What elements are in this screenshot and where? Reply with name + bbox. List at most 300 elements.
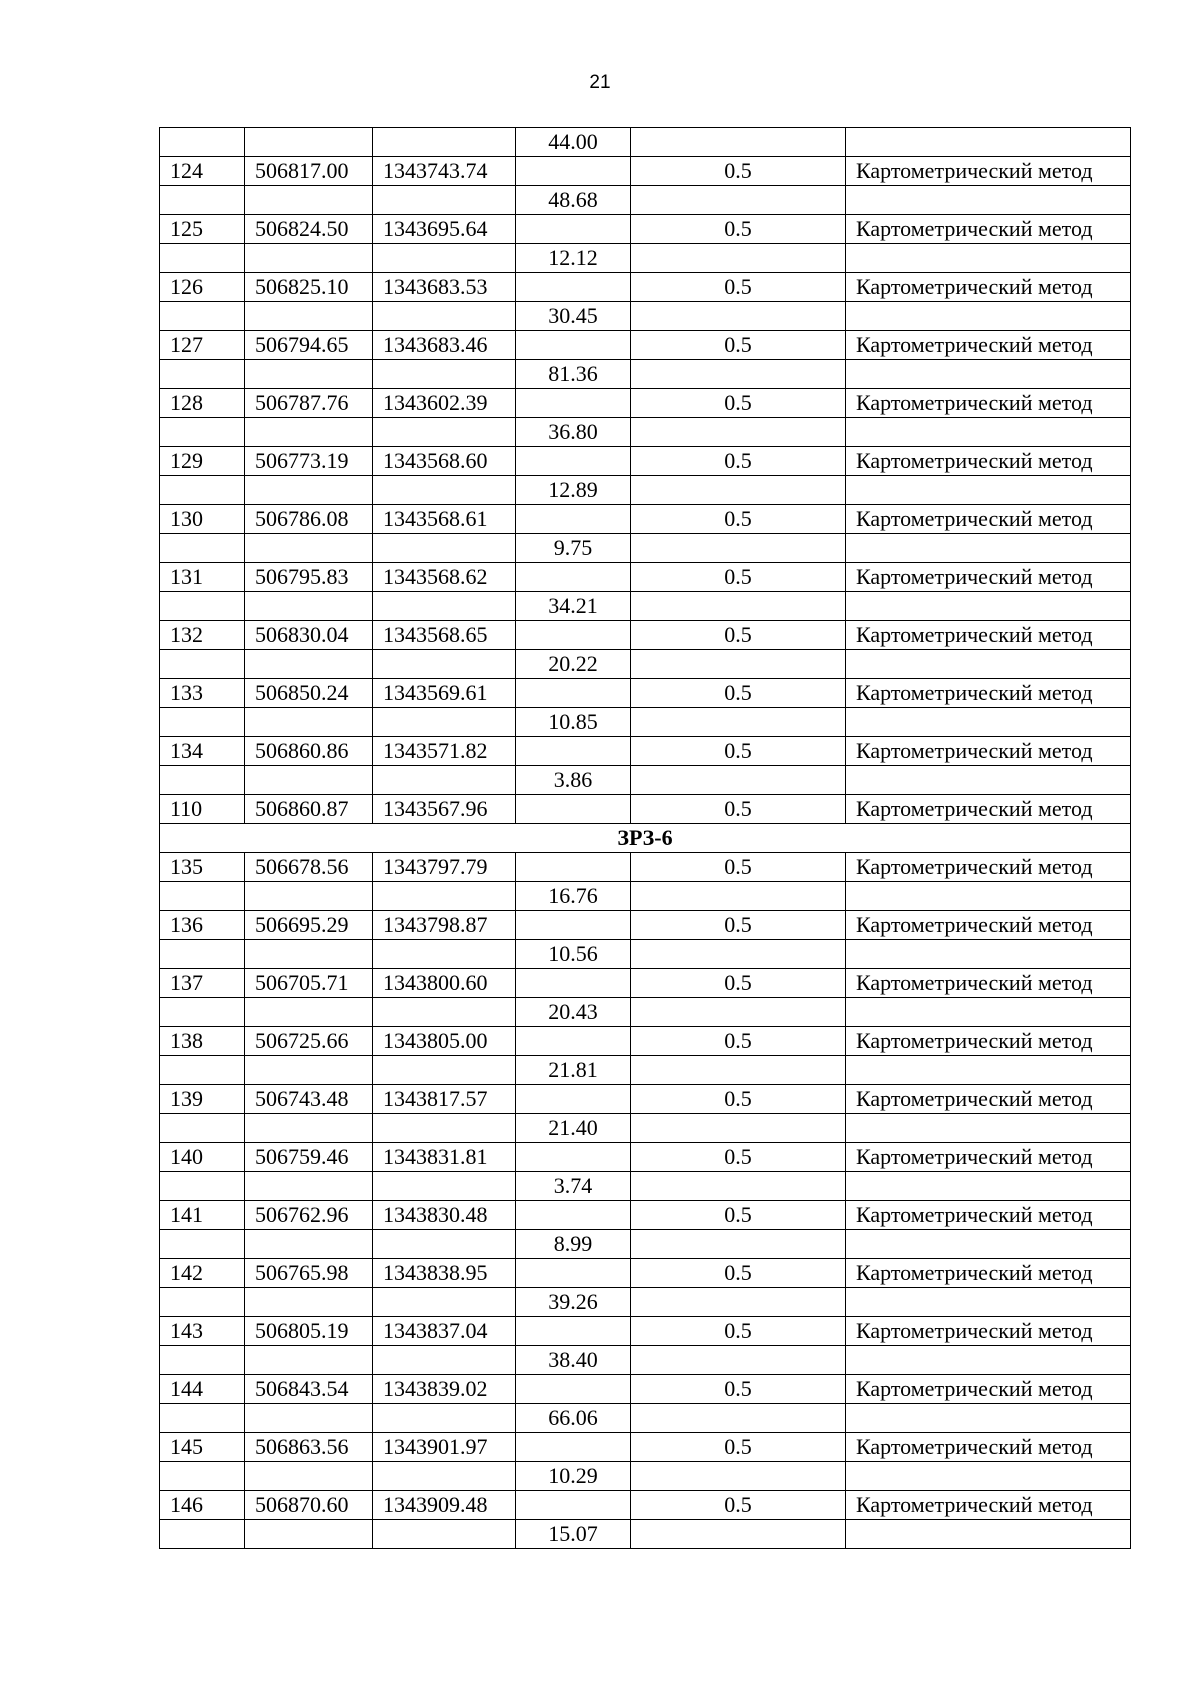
precision-cell — [631, 882, 846, 911]
method-cell — [846, 1288, 1131, 1317]
method-cell: Картометрический метод — [846, 737, 1131, 766]
method-cell — [846, 244, 1131, 273]
table-row-point — [160, 795, 1131, 824]
method-cell: Картометрический метод — [846, 157, 1131, 186]
method-cell — [846, 418, 1131, 447]
precision-cell: 0.5 — [631, 1085, 846, 1114]
precision-cell: 0.5 — [631, 1491, 846, 1520]
precision-cell — [631, 476, 846, 505]
section-header-row — [160, 824, 1131, 853]
y-coordinate-cell: 1343567.96 — [373, 795, 516, 824]
y-coordinate-cell: 1343602.39 — [373, 389, 516, 418]
point-number-cell: 132 — [160, 621, 245, 650]
table-row-point — [160, 911, 1131, 940]
precision-cell: 0.5 — [631, 389, 846, 418]
method-cell: Картометрический метод — [846, 679, 1131, 708]
point-number-cell — [160, 1172, 245, 1201]
point-number-cell — [160, 1288, 245, 1317]
distance-cell — [516, 1085, 631, 1114]
distance-cell: 48.68 — [516, 186, 631, 215]
distance-cell: 81.36 — [516, 360, 631, 389]
method-cell: Картометрический метод — [846, 215, 1131, 244]
x-coordinate-cell: 506794.65 — [245, 331, 373, 360]
point-number-cell — [160, 708, 245, 737]
distance-cell — [516, 215, 631, 244]
table-row-distance — [160, 302, 1131, 331]
point-number-cell — [160, 1230, 245, 1259]
precision-cell — [631, 1114, 846, 1143]
precision-cell — [631, 1056, 846, 1085]
y-coordinate-cell — [373, 766, 516, 795]
precision-cell — [631, 998, 846, 1027]
precision-cell: 0.5 — [631, 331, 846, 360]
table-row-point — [160, 1317, 1131, 1346]
y-coordinate-cell: 1343571.82 — [373, 737, 516, 766]
distance-cell: 12.12 — [516, 244, 631, 273]
distance-cell — [516, 1259, 631, 1288]
distance-cell: 34.21 — [516, 592, 631, 621]
point-number-cell — [160, 766, 245, 795]
y-coordinate-cell: 1343568.65 — [373, 621, 516, 650]
y-coordinate-cell — [373, 708, 516, 737]
y-coordinate-cell: 1343798.87 — [373, 911, 516, 940]
x-coordinate-cell: 506824.50 — [245, 215, 373, 244]
y-coordinate-cell: 1343831.81 — [373, 1143, 516, 1172]
x-coordinate-cell — [245, 766, 373, 795]
point-number-cell: 129 — [160, 447, 245, 476]
table-row-distance — [160, 882, 1131, 911]
point-number-cell — [160, 940, 245, 969]
distance-cell — [516, 1491, 631, 1520]
distance-cell — [516, 389, 631, 418]
distance-cell: 66.06 — [516, 1404, 631, 1433]
method-cell — [846, 1114, 1131, 1143]
y-coordinate-cell — [373, 998, 516, 1027]
method-cell: Картометрический метод — [846, 1433, 1131, 1462]
table-row-point — [160, 1375, 1131, 1404]
table-row-distance — [160, 244, 1131, 273]
method-cell — [846, 1172, 1131, 1201]
point-number-cell — [160, 882, 245, 911]
y-coordinate-cell — [373, 1346, 516, 1375]
x-coordinate-cell: 506805.19 — [245, 1317, 373, 1346]
distance-cell — [516, 447, 631, 476]
method-cell — [846, 360, 1131, 389]
point-number-cell — [160, 1114, 245, 1143]
table-row-point — [160, 215, 1131, 244]
point-number-cell: 125 — [160, 215, 245, 244]
y-coordinate-cell: 1343805.00 — [373, 1027, 516, 1056]
distance-cell — [516, 563, 631, 592]
x-coordinate-cell — [245, 128, 373, 157]
point-number-cell — [160, 650, 245, 679]
table-row-point — [160, 969, 1131, 998]
point-number-cell: 136 — [160, 911, 245, 940]
distance-cell: 30.45 — [516, 302, 631, 331]
point-number-cell — [160, 186, 245, 215]
point-number-cell — [160, 534, 245, 563]
y-coordinate-cell — [373, 360, 516, 389]
x-coordinate-cell — [245, 1114, 373, 1143]
table-row-point — [160, 563, 1131, 592]
distance-cell — [516, 621, 631, 650]
point-number-cell: 131 — [160, 563, 245, 592]
precision-cell — [631, 592, 846, 621]
method-cell — [846, 1346, 1131, 1375]
table-row-point — [160, 389, 1131, 418]
distance-cell: 21.40 — [516, 1114, 631, 1143]
x-coordinate-cell: 506817.00 — [245, 157, 373, 186]
method-cell: Картометрический метод — [846, 389, 1131, 418]
x-coordinate-cell — [245, 1056, 373, 1085]
y-coordinate-cell — [373, 476, 516, 505]
section-title: ЗРЗ-6 — [160, 824, 1131, 853]
method-cell — [846, 650, 1131, 679]
table-row-distance — [160, 1520, 1131, 1549]
method-cell — [846, 998, 1131, 1027]
precision-cell — [631, 1404, 846, 1433]
distance-cell: 8.99 — [516, 1230, 631, 1259]
y-coordinate-cell: 1343569.61 — [373, 679, 516, 708]
point-number-cell: 142 — [160, 1259, 245, 1288]
x-coordinate-cell: 506762.96 — [245, 1201, 373, 1230]
y-coordinate-cell: 1343695.64 — [373, 215, 516, 244]
method-cell: Картометрический метод — [846, 1027, 1131, 1056]
method-cell: Картометрический метод — [846, 273, 1131, 302]
x-coordinate-cell: 506786.08 — [245, 505, 373, 534]
y-coordinate-cell — [373, 244, 516, 273]
point-number-cell: 138 — [160, 1027, 245, 1056]
y-coordinate-cell — [373, 592, 516, 621]
point-number-cell: 124 — [160, 157, 245, 186]
y-coordinate-cell — [373, 418, 516, 447]
precision-cell — [631, 360, 846, 389]
x-coordinate-cell — [245, 186, 373, 215]
method-cell: Картометрический метод — [846, 621, 1131, 650]
precision-cell — [631, 244, 846, 273]
point-number-cell — [160, 476, 245, 505]
point-number-cell: 127 — [160, 331, 245, 360]
method-cell: Картометрический метод — [846, 1201, 1131, 1230]
point-number-cell: 110 — [160, 795, 245, 824]
distance-cell — [516, 1375, 631, 1404]
precision-cell — [631, 1172, 846, 1201]
point-number-cell — [160, 1056, 245, 1085]
x-coordinate-cell — [245, 650, 373, 679]
distance-cell — [516, 1027, 631, 1056]
table-row-distance — [160, 1346, 1131, 1375]
table-row-distance — [160, 1114, 1131, 1143]
y-coordinate-cell — [373, 186, 516, 215]
point-number-cell: 134 — [160, 737, 245, 766]
x-coordinate-cell — [245, 592, 373, 621]
page-number: 21 — [589, 72, 611, 93]
distance-cell — [516, 795, 631, 824]
precision-cell — [631, 708, 846, 737]
table-row-distance — [160, 360, 1131, 389]
table-row-point — [160, 853, 1131, 882]
method-cell: Картометрический метод — [846, 1085, 1131, 1114]
table-row-distance — [160, 708, 1131, 737]
x-coordinate-cell: 506850.24 — [245, 679, 373, 708]
distance-cell: 16.76 — [516, 882, 631, 911]
y-coordinate-cell: 1343743.74 — [373, 157, 516, 186]
precision-cell: 0.5 — [631, 273, 846, 302]
method-cell — [846, 186, 1131, 215]
distance-cell: 20.43 — [516, 998, 631, 1027]
point-number-cell — [160, 1404, 245, 1433]
distance-cell — [516, 157, 631, 186]
distance-cell — [516, 1143, 631, 1172]
precision-cell — [631, 186, 846, 215]
method-cell — [846, 534, 1131, 563]
x-coordinate-cell — [245, 882, 373, 911]
y-coordinate-cell: 1343568.60 — [373, 447, 516, 476]
table-row-distance — [160, 128, 1131, 157]
method-cell: Картометрический метод — [846, 911, 1131, 940]
distance-cell — [516, 1433, 631, 1462]
x-coordinate-cell — [245, 244, 373, 273]
x-coordinate-cell: 506830.04 — [245, 621, 373, 650]
point-number-cell: 141 — [160, 1201, 245, 1230]
table-row-distance — [160, 998, 1131, 1027]
distance-cell: 3.86 — [516, 766, 631, 795]
table-row-distance — [160, 650, 1131, 679]
method-cell — [846, 476, 1131, 505]
precision-cell: 0.5 — [631, 795, 846, 824]
y-coordinate-cell — [373, 534, 516, 563]
method-cell — [846, 302, 1131, 331]
precision-cell — [631, 1520, 846, 1549]
x-coordinate-cell: 506773.19 — [245, 447, 373, 476]
x-coordinate-cell: 506765.98 — [245, 1259, 373, 1288]
precision-cell: 0.5 — [631, 215, 846, 244]
x-coordinate-cell: 506795.83 — [245, 563, 373, 592]
method-cell — [846, 128, 1131, 157]
table-row-distance — [160, 186, 1131, 215]
precision-cell: 0.5 — [631, 1259, 846, 1288]
method-cell: Картометрический метод — [846, 1375, 1131, 1404]
y-coordinate-cell — [373, 128, 516, 157]
point-number-cell: 128 — [160, 389, 245, 418]
precision-cell — [631, 1230, 846, 1259]
precision-cell — [631, 128, 846, 157]
distance-cell: 3.74 — [516, 1172, 631, 1201]
point-number-cell: 144 — [160, 1375, 245, 1404]
x-coordinate-cell: 506843.54 — [245, 1375, 373, 1404]
method-cell — [846, 940, 1131, 969]
distance-cell — [516, 273, 631, 302]
x-coordinate-cell — [245, 1172, 373, 1201]
table-row-distance — [160, 534, 1131, 563]
precision-cell: 0.5 — [631, 1375, 846, 1404]
distance-cell — [516, 911, 631, 940]
x-coordinate-cell — [245, 1520, 373, 1549]
x-coordinate-cell: 506725.66 — [245, 1027, 373, 1056]
point-number-cell — [160, 418, 245, 447]
precision-cell — [631, 418, 846, 447]
y-coordinate-cell: 1343817.57 — [373, 1085, 516, 1114]
table-row-point — [160, 679, 1131, 708]
distance-cell — [516, 505, 631, 534]
precision-cell: 0.5 — [631, 1433, 846, 1462]
distance-cell — [516, 679, 631, 708]
x-coordinate-cell: 506863.56 — [245, 1433, 373, 1462]
precision-cell: 0.5 — [631, 1143, 846, 1172]
y-coordinate-cell — [373, 1172, 516, 1201]
distance-cell: 9.75 — [516, 534, 631, 563]
point-number-cell: 145 — [160, 1433, 245, 1462]
point-number-cell: 140 — [160, 1143, 245, 1172]
method-cell — [846, 766, 1131, 795]
y-coordinate-cell: 1343901.97 — [373, 1433, 516, 1462]
method-cell — [846, 1230, 1131, 1259]
x-coordinate-cell: 506743.48 — [245, 1085, 373, 1114]
x-coordinate-cell — [245, 534, 373, 563]
x-coordinate-cell: 506860.87 — [245, 795, 373, 824]
point-number-cell — [160, 592, 245, 621]
table-row-point — [160, 331, 1131, 360]
precision-cell — [631, 302, 846, 331]
distance-cell — [516, 1317, 631, 1346]
precision-cell — [631, 1462, 846, 1491]
point-number-cell — [160, 244, 245, 273]
precision-cell: 0.5 — [631, 911, 846, 940]
method-cell: Картометрический метод — [846, 331, 1131, 360]
y-coordinate-cell: 1343839.02 — [373, 1375, 516, 1404]
point-number-cell — [160, 302, 245, 331]
table-row-distance — [160, 1056, 1131, 1085]
method-cell — [846, 1462, 1131, 1491]
y-coordinate-cell — [373, 940, 516, 969]
x-coordinate-cell — [245, 476, 373, 505]
y-coordinate-cell: 1343837.04 — [373, 1317, 516, 1346]
y-coordinate-cell — [373, 1520, 516, 1549]
x-coordinate-cell — [245, 1230, 373, 1259]
y-coordinate-cell — [373, 1288, 516, 1317]
table-row-point — [160, 447, 1131, 476]
x-coordinate-cell — [245, 1462, 373, 1491]
table-row-distance — [160, 1462, 1131, 1491]
point-number-cell — [160, 360, 245, 389]
y-coordinate-cell — [373, 1114, 516, 1143]
y-coordinate-cell: 1343830.48 — [373, 1201, 516, 1230]
distance-cell: 15.07 — [516, 1520, 631, 1549]
method-cell: Картометрический метод — [846, 1259, 1131, 1288]
table-row-point — [160, 1201, 1131, 1230]
y-coordinate-cell: 1343568.62 — [373, 563, 516, 592]
y-coordinate-cell — [373, 1404, 516, 1433]
point-number-cell: 126 — [160, 273, 245, 302]
table-row-point — [160, 1433, 1131, 1462]
table-row-distance — [160, 476, 1131, 505]
precision-cell: 0.5 — [631, 447, 846, 476]
distance-cell: 38.40 — [516, 1346, 631, 1375]
method-cell: Картометрический метод — [846, 563, 1131, 592]
precision-cell: 0.5 — [631, 1201, 846, 1230]
x-coordinate-cell: 506759.46 — [245, 1143, 373, 1172]
point-number-cell — [160, 128, 245, 157]
x-coordinate-cell — [245, 998, 373, 1027]
method-cell — [846, 1056, 1131, 1085]
x-coordinate-cell — [245, 1404, 373, 1433]
coordinates-table — [159, 127, 1131, 1549]
point-number-cell: 139 — [160, 1085, 245, 1114]
x-coordinate-cell: 506705.71 — [245, 969, 373, 998]
precision-cell — [631, 1346, 846, 1375]
point-number-cell: 133 — [160, 679, 245, 708]
distance-cell: 21.81 — [516, 1056, 631, 1085]
table-row-point — [160, 621, 1131, 650]
precision-cell: 0.5 — [631, 969, 846, 998]
precision-cell: 0.5 — [631, 621, 846, 650]
method-cell: Картометрический метод — [846, 969, 1131, 998]
precision-cell: 0.5 — [631, 853, 846, 882]
precision-cell: 0.5 — [631, 737, 846, 766]
method-cell — [846, 708, 1131, 737]
x-coordinate-cell: 506860.86 — [245, 737, 373, 766]
point-number-cell: 135 — [160, 853, 245, 882]
precision-cell — [631, 650, 846, 679]
distance-cell — [516, 737, 631, 766]
distance-cell — [516, 853, 631, 882]
distance-cell: 10.56 — [516, 940, 631, 969]
precision-cell — [631, 1288, 846, 1317]
y-coordinate-cell — [373, 1230, 516, 1259]
method-cell: Картометрический метод — [846, 1317, 1131, 1346]
y-coordinate-cell: 1343797.79 — [373, 853, 516, 882]
table-row-distance — [160, 418, 1131, 447]
x-coordinate-cell — [245, 418, 373, 447]
method-cell: Картометрический метод — [846, 1143, 1131, 1172]
y-coordinate-cell: 1343800.60 — [373, 969, 516, 998]
precision-cell: 0.5 — [631, 563, 846, 592]
y-coordinate-cell: 1343683.53 — [373, 273, 516, 302]
method-cell — [846, 1520, 1131, 1549]
table-row-distance — [160, 592, 1131, 621]
distance-cell: 10.29 — [516, 1462, 631, 1491]
point-number-cell: 143 — [160, 1317, 245, 1346]
method-cell: Картометрический метод — [846, 505, 1131, 534]
precision-cell: 0.5 — [631, 1027, 846, 1056]
y-coordinate-cell: 1343838.95 — [373, 1259, 516, 1288]
table-row-point — [160, 1027, 1131, 1056]
y-coordinate-cell — [373, 1056, 516, 1085]
table-row-distance — [160, 1172, 1131, 1201]
x-coordinate-cell: 506678.56 — [245, 853, 373, 882]
precision-cell: 0.5 — [631, 1317, 846, 1346]
point-number-cell — [160, 1346, 245, 1375]
table-row-distance — [160, 1404, 1131, 1433]
x-coordinate-cell: 506825.10 — [245, 273, 373, 302]
table-row-distance — [160, 766, 1131, 795]
precision-cell: 0.5 — [631, 679, 846, 708]
table-row-distance — [160, 1288, 1131, 1317]
precision-cell: 0.5 — [631, 505, 846, 534]
y-coordinate-cell — [373, 882, 516, 911]
table-row-point — [160, 1143, 1131, 1172]
x-coordinate-cell — [245, 360, 373, 389]
table-row-point — [160, 1259, 1131, 1288]
table-row-point — [160, 1491, 1131, 1520]
table-row-point — [160, 157, 1131, 186]
method-cell: Картометрический метод — [846, 795, 1131, 824]
point-number-cell — [160, 1520, 245, 1549]
precision-cell — [631, 940, 846, 969]
method-cell: Картометрический метод — [846, 853, 1131, 882]
table-row-distance — [160, 1230, 1131, 1259]
x-coordinate-cell — [245, 1288, 373, 1317]
